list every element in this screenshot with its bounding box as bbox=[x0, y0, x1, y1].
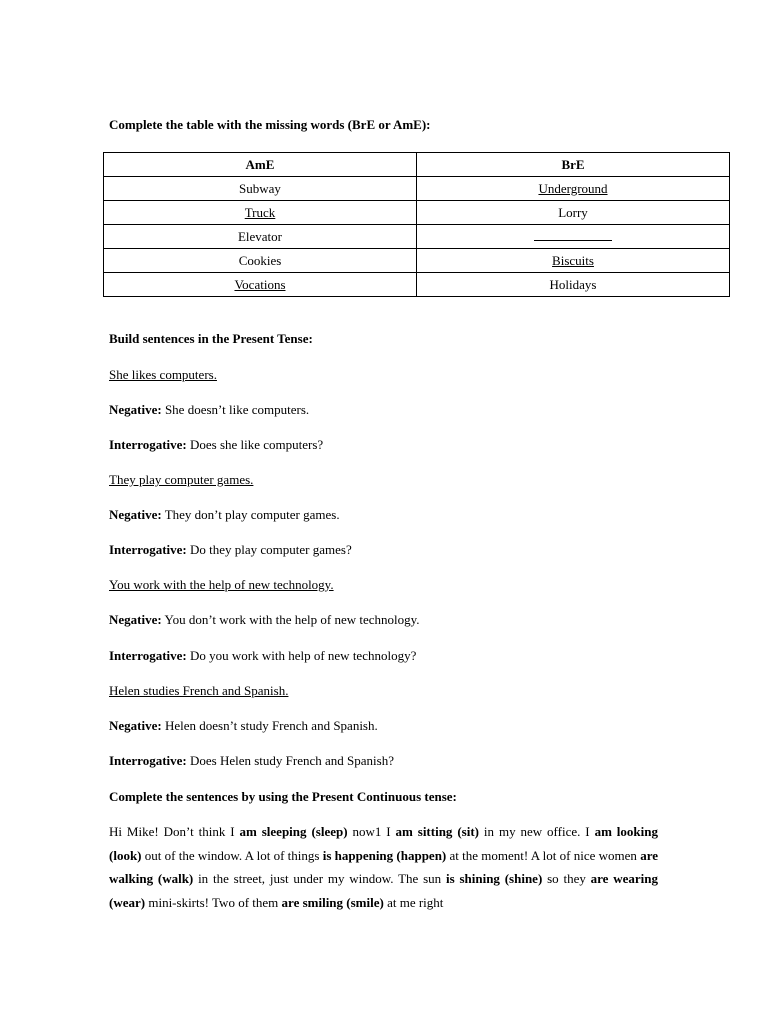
negative-line bbox=[109, 402, 309, 418]
table-row bbox=[104, 225, 730, 249]
answer-phrase: are wearing (wear) bbox=[109, 871, 659, 910]
ame-cell: Truck bbox=[244, 204, 276, 220]
answer-phrase: are walking (walk) bbox=[109, 847, 658, 886]
negative-line bbox=[109, 507, 340, 523]
example-sentence: You work with the help of new technology. bbox=[109, 577, 334, 592]
table-instruction: Complete the table with the missing words (BrE or AmE): bbox=[109, 117, 431, 132]
answer-phrase: are smiling (smile) bbox=[281, 894, 384, 910]
ame-cell: Subway bbox=[239, 180, 281, 196]
paragraph-text: mini-skirts! Two of them bbox=[145, 894, 282, 910]
answer-phrase: am sitting (sit) bbox=[395, 824, 480, 839]
example-sentence: She likes computers. bbox=[109, 367, 217, 382]
example-sentence: Helen studies French and Spanish. bbox=[109, 683, 289, 698]
example-sentence: They play computer games. bbox=[109, 472, 254, 487]
paragraph-text: in my new office. I bbox=[479, 824, 595, 839]
negative-label: Negative: bbox=[109, 402, 162, 417]
paragraph-text: now1 I bbox=[347, 824, 396, 839]
interrogative-text: Do they play computer games? bbox=[189, 542, 352, 557]
negative-text: They don’t play computer games. bbox=[164, 507, 340, 522]
paragraph-text: in the street, just under my window. The sun bbox=[193, 871, 446, 886]
continuous-paragraph bbox=[109, 820, 658, 914]
ame-cell: Elevator bbox=[237, 228, 283, 244]
table-row bbox=[104, 273, 730, 297]
interrogative-label: Interrogative: bbox=[109, 542, 187, 557]
bre-cell: Underground bbox=[538, 180, 608, 196]
bre-cell: Holidays bbox=[549, 276, 597, 292]
negative-text: She doesn’t like computers. bbox=[164, 402, 310, 417]
negative-label: Negative: bbox=[109, 612, 162, 627]
paragraph-text: at me right bbox=[383, 894, 444, 910]
continuous-heading: Complete the sentences by using the Present Continuous tense: bbox=[109, 789, 457, 804]
negative-line bbox=[109, 718, 378, 734]
column-header-bre: BrE bbox=[417, 153, 730, 177]
paragraph-text: at the moment! A lot of nice women bbox=[446, 847, 641, 863]
interrogative-line bbox=[109, 753, 394, 769]
answer-phrase: is shining (shine) bbox=[445, 871, 543, 886]
paragraph-text: out of the window. A lot of things bbox=[141, 847, 323, 863]
answer-phrase: am sleeping (sleep) bbox=[239, 824, 348, 839]
ame-cell: Cookies bbox=[238, 252, 282, 268]
table-header-row bbox=[104, 153, 730, 177]
interrogative-label: Interrogative: bbox=[109, 437, 187, 452]
interrogative-line bbox=[109, 437, 323, 453]
ame-bre-table bbox=[103, 152, 730, 297]
answer-phrase: is happening (happen) bbox=[322, 847, 447, 863]
paragraph-text: Hi Mike! Don’t think I bbox=[109, 824, 240, 839]
negative-text: You don’t work with the help of new technology. bbox=[164, 612, 420, 627]
column-header-ame: AmE bbox=[104, 153, 417, 177]
interrogative-label: Interrogative: bbox=[109, 753, 187, 768]
table-row bbox=[104, 177, 730, 201]
table-row bbox=[104, 249, 730, 273]
paragraph-text: so they bbox=[542, 871, 591, 886]
negative-label: Negative: bbox=[109, 507, 162, 522]
negative-text: Helen doesn’t study French and Spanish. bbox=[164, 718, 378, 733]
ame-cell: Vocations bbox=[234, 276, 286, 292]
bre-cell: Biscuits bbox=[552, 252, 594, 268]
interrogative-text: Do you work with help of new technology? bbox=[189, 648, 417, 663]
interrogative-line bbox=[109, 542, 352, 558]
negative-label: Negative: bbox=[109, 718, 162, 733]
table-row bbox=[104, 201, 730, 225]
bre-cell: Lorry bbox=[558, 204, 588, 220]
interrogative-label: Interrogative: bbox=[109, 648, 187, 663]
negative-line bbox=[109, 612, 420, 628]
interrogative-text: Does Helen study French and Spanish? bbox=[189, 753, 394, 768]
answer-phrase: am looking (look) bbox=[109, 824, 658, 863]
interrogative-text: Does she like computers? bbox=[189, 437, 324, 452]
interrogative-line bbox=[109, 648, 416, 664]
blank-answer-line bbox=[534, 230, 612, 241]
present-tense-heading: Build sentences in the Present Tense: bbox=[109, 331, 313, 346]
